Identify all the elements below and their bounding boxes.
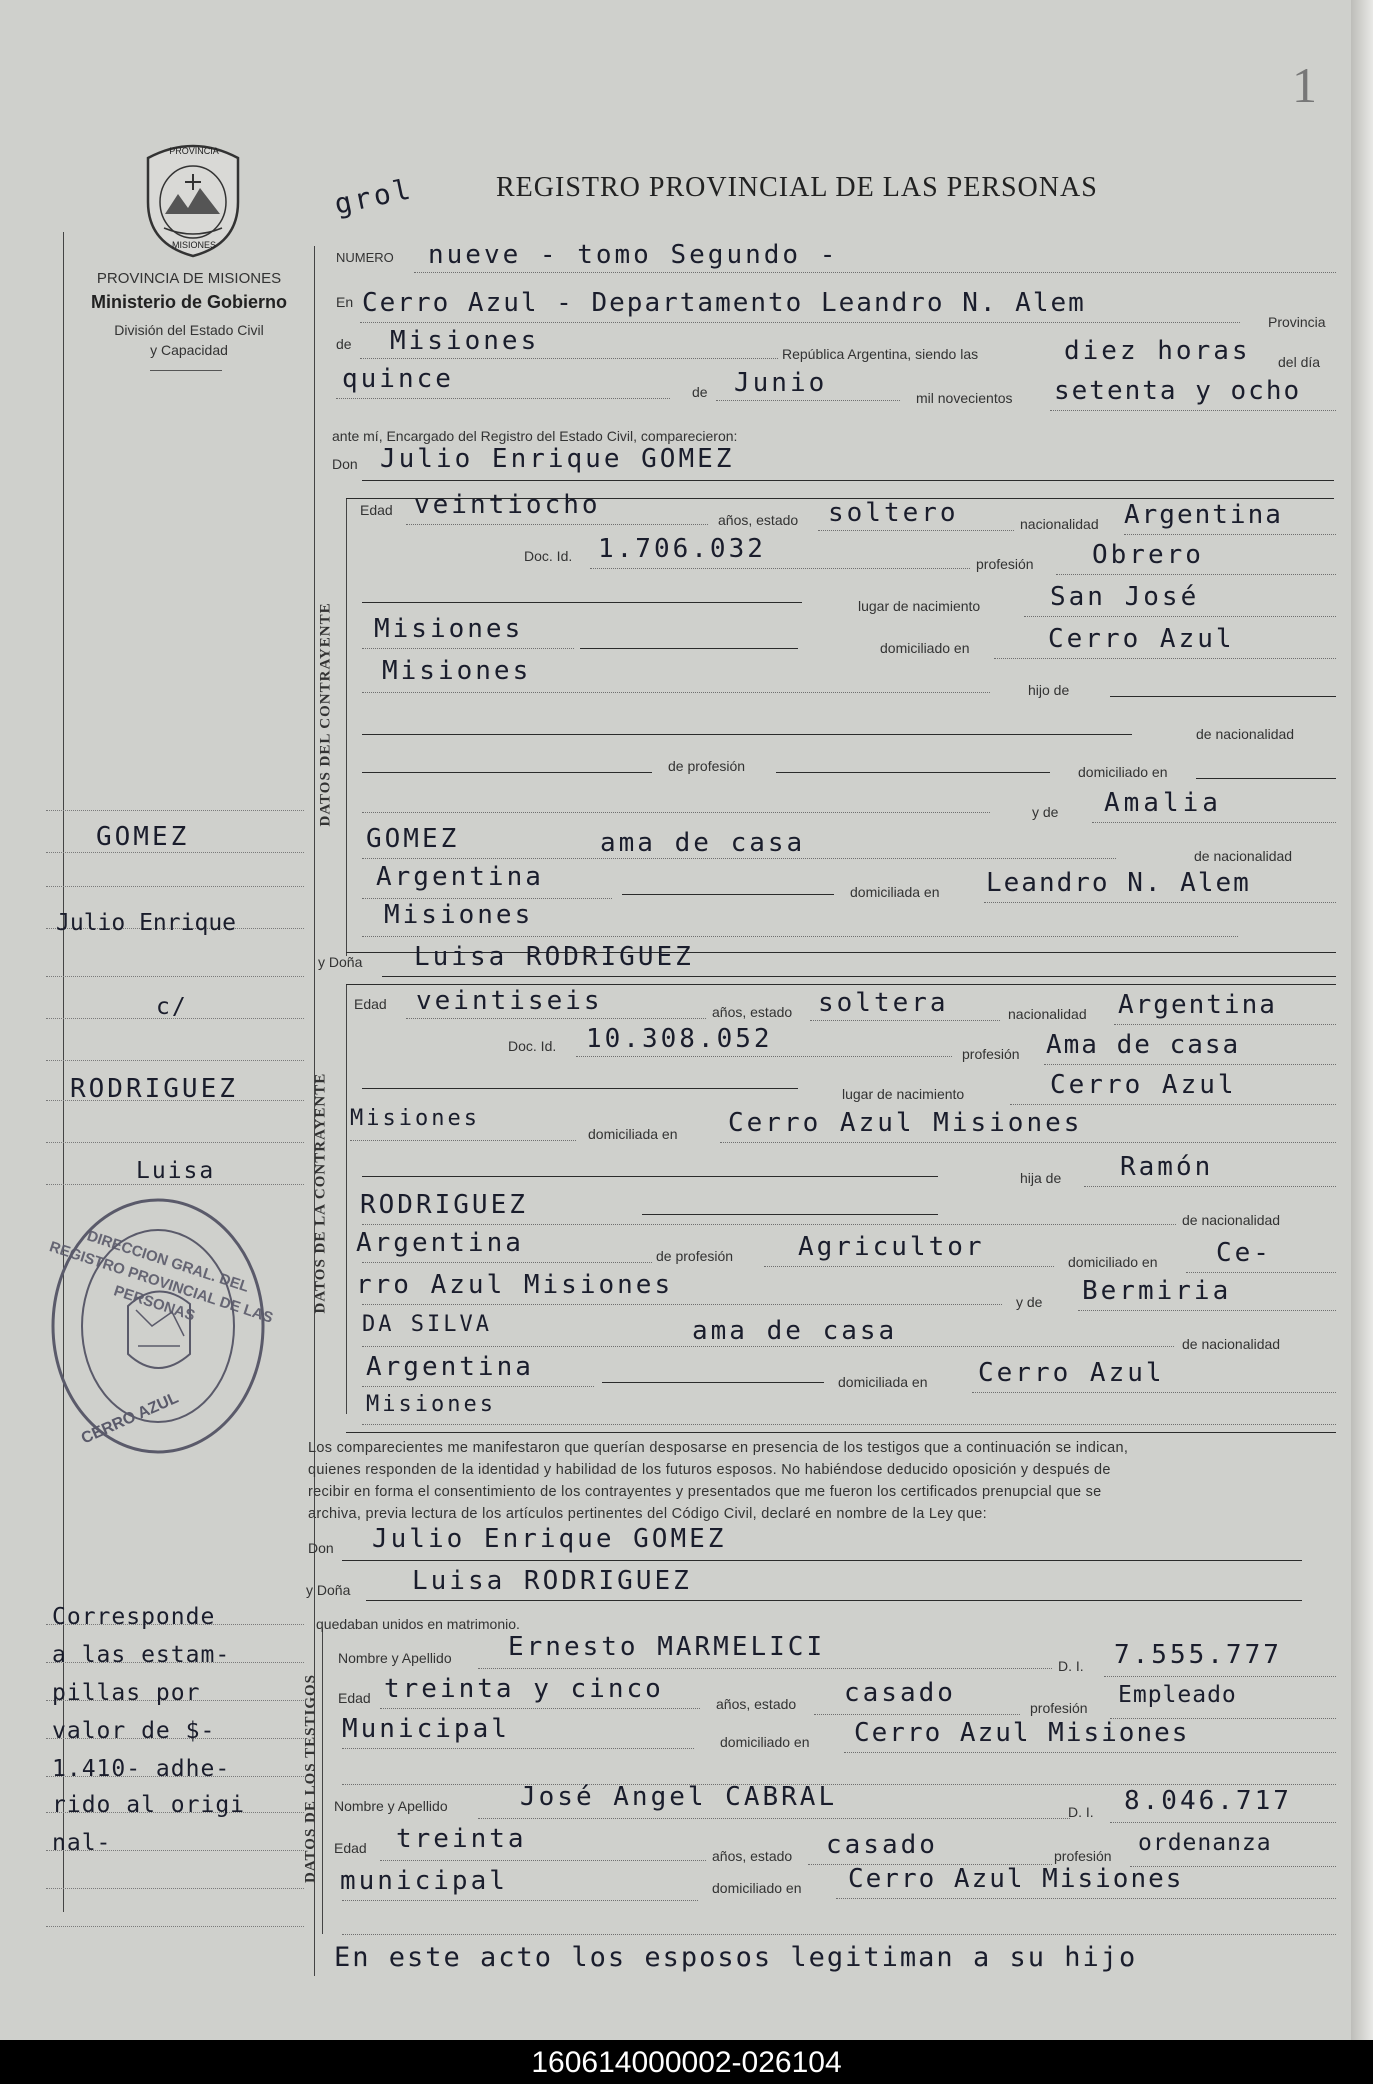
margin-rule: [46, 1060, 304, 1061]
en-label: En: [336, 294, 354, 310]
margin-rule: [46, 1926, 304, 1927]
bride-mother-line: [1078, 1310, 1336, 1311]
w1-estado: casado: [844, 1678, 956, 1708]
groom-lugar2-line: [362, 648, 574, 649]
margin-note-line-6: rido al origi: [52, 1792, 246, 1818]
groom-profesion: Obrero: [1092, 540, 1204, 570]
bride-father-nac-label: de nacionalidad: [1182, 1212, 1281, 1228]
bride-lugar: Cerro Azul: [1050, 1070, 1237, 1100]
bride-estado: soltera: [818, 988, 949, 1018]
w1-edad-label: Edad: [338, 1690, 371, 1706]
province-label: PROVINCIA DE MISIONES: [96, 270, 282, 287]
groom-block-rule: [346, 498, 347, 956]
groom-lugar-2: Misiones: [374, 614, 524, 644]
union-bride-name: Luisa RODRIGUEZ: [412, 1566, 692, 1596]
groom-mother-nac-line: [362, 898, 612, 899]
w2-domicilio: Cerro Azul Misiones: [848, 1864, 1184, 1894]
provincia-label: Provincia: [1268, 314, 1326, 330]
w1-domic-line: [844, 1752, 1336, 1753]
groom-mother-nac-rule: [622, 894, 834, 895]
bride-father-prof-line: [764, 1266, 1054, 1267]
groom-mother-surname: GOMEZ: [366, 824, 460, 854]
groom-profesion-line: [1056, 574, 1336, 575]
groom-nac-label: nacionalidad: [1020, 516, 1099, 532]
w1-domic-label: domiciliado en: [720, 1734, 810, 1750]
groom-father-line: [1110, 696, 1336, 697]
groom-mother-line: [1092, 822, 1336, 823]
bride-block-top: [346, 984, 1336, 985]
numero-label: NUMERO: [336, 250, 394, 265]
groom-domic2-line: [362, 692, 990, 693]
witnesses-side-label: DATOS DE LOS TESTIGOS: [302, 1674, 319, 1883]
groom-lugar-label: lugar de nacimiento: [858, 598, 981, 614]
ante-mi-text: ante mí, Encargado del Registro del Estado Civil, comparecieron:: [332, 428, 738, 444]
bride-father-line: [1084, 1186, 1336, 1187]
seal-top-text: PROVINCIA: [169, 146, 219, 156]
w1-nombre-label: Nombre y Apellido: [338, 1650, 452, 1666]
margin-note-line-3: pillas por: [52, 1680, 201, 1706]
don-label: Don: [332, 456, 358, 472]
provincia-value: Misiones: [390, 326, 540, 356]
w1-name: Ernesto MARMELICI: [508, 1632, 826, 1662]
republica-label: República Argentina, siendo las: [782, 346, 979, 362]
bride-mother-surname: DA SILVA: [362, 1312, 492, 1337]
w1-estado-line: [814, 1714, 1020, 1715]
margin-con: c/: [156, 994, 188, 1020]
union-groom-name: Julio Enrique GOMEZ: [372, 1524, 727, 1554]
statement-line-3: recibir en forma el consentimiento de los contrayentes y presentados que me fueron los certificados prenupcial que se: [308, 1484, 1102, 1500]
bride-profesion: Ama de casa: [1046, 1030, 1241, 1060]
bride-father-domic2-line: [362, 1304, 1002, 1305]
anio-line: [1050, 410, 1336, 411]
w1-estado-label: años, estado: [716, 1696, 797, 1712]
groom-domicilio-2: Misiones: [382, 656, 532, 686]
seal-bottom-text: MISIONES: [171, 240, 216, 250]
bride-mother-name-line: [362, 1346, 1174, 1347]
groom-mother-nationality: Argentina: [376, 862, 544, 892]
w2-name: José Angel CABRAL: [520, 1782, 838, 1812]
bride-edad: veintiseis: [416, 986, 603, 1016]
w2-profesion: ordenanza: [1138, 1830, 1272, 1856]
w1-domicilio: Cerro Azul Misiones: [854, 1718, 1190, 1748]
bride-mother-profession: ama de casa: [692, 1316, 898, 1346]
bride-domic2-line: [362, 1176, 938, 1177]
groom-mother-domic2-line: [362, 936, 1238, 937]
statement-line-1: Los comparecientes me manifestaron que querían desposarse en presencia de los testigos que a continuación se indican,: [308, 1440, 1129, 1456]
numero-line: [414, 272, 1336, 273]
w1-profesion: Empleado: [1118, 1682, 1237, 1708]
bride-father-surname-line: [362, 1224, 1176, 1225]
corner-note: grol: [331, 172, 417, 221]
w2-name-line: [478, 1818, 1070, 1819]
bride-lugar-2: Misiones: [350, 1106, 480, 1131]
bride-y-de-label: y de: [1016, 1294, 1043, 1310]
groom-estado-line: [818, 530, 1014, 531]
closing-note: En este acto los esposos legitiman a su hijo: [334, 1942, 1138, 1973]
w1-edad: treinta y cinco: [384, 1674, 664, 1704]
dia-line: [336, 398, 670, 399]
margin-rule: [46, 1142, 304, 1143]
bride-blank-line: [362, 1088, 798, 1089]
bride-father-domic-label: domiciliado en: [1068, 1254, 1158, 1270]
w2-estado: casado: [826, 1830, 938, 1860]
en-line: [360, 322, 1240, 323]
margin-first-names-2: Luisa: [136, 1158, 216, 1184]
groom-estado-label: años, estado: [718, 512, 799, 528]
bride-hija-label: hija de: [1020, 1170, 1062, 1186]
groom-father-nac-line: [362, 772, 652, 773]
margin-note-line-1: Corresponde: [52, 1604, 216, 1630]
bride-doc-label: Doc. Id.: [508, 1038, 557, 1054]
bride-mother-domicile-2: Misiones: [366, 1392, 496, 1417]
groom-lugar2-rule: [580, 648, 798, 649]
bride-doc: 10.308.052: [586, 1024, 773, 1054]
groom-father-line-2: [362, 734, 1132, 735]
barcode-text: 160614000002-026104: [531, 2046, 842, 2079]
w2-blank-line: [342, 1934, 1336, 1935]
bride-father: Ramón: [1120, 1152, 1214, 1182]
w2-edad: treinta: [396, 1824, 527, 1854]
groom-edad-label: Edad: [360, 502, 393, 518]
w2-di-label: D. I.: [1068, 1804, 1094, 1820]
bride-mother-nac-label: de nacionalidad: [1182, 1336, 1281, 1352]
groom-father-prof-label: de profesión: [668, 758, 746, 774]
bride-father-nationality: Argentina: [356, 1228, 524, 1258]
groom-doc: 1.706.032: [598, 534, 766, 564]
bride-lugar-label: lugar de nacimiento: [842, 1086, 965, 1102]
groom-mother-nac-label: de nacionalidad: [1194, 848, 1293, 864]
bride-father-domic-line: [1186, 1272, 1336, 1273]
groom-side-label: DATOS DEL CONTRAYENTE: [317, 602, 334, 827]
bride-domiciliada-label: domiciliada en: [838, 1374, 928, 1390]
groom-nacionalidad: Argentina: [1124, 500, 1283, 530]
groom-blank-line: [362, 602, 802, 603]
dona-label: y Doña: [318, 954, 363, 970]
groom-name-line: [362, 480, 1334, 481]
w2-di-line: [1110, 1822, 1336, 1823]
bride-nac-line: [1114, 1024, 1336, 1025]
union-text: quedaban unidos en matrimonio.: [316, 1616, 520, 1632]
bride-father-profession: Agricultor: [798, 1232, 985, 1262]
groom-domic-line: [994, 658, 1336, 659]
bride-name: Luisa RODRIGUEZ: [414, 942, 694, 972]
stamp-city: CERRO AZUL: [78, 1389, 182, 1448]
bride-mother-domic2-line: [362, 1424, 1336, 1425]
w1-blank-line: [342, 1784, 1336, 1785]
groom-mother-profession: ama de casa: [600, 828, 806, 858]
groom-lugar: San José: [1050, 582, 1200, 612]
w2-estado-label: años, estado: [712, 1848, 793, 1864]
groom-father-domic-label: domiciliado en: [1078, 764, 1168, 780]
de-label: de: [336, 336, 352, 352]
w2-prof2-line: [342, 1900, 698, 1901]
groom-father-prof-line: [776, 772, 1050, 773]
bride-father-domicile-a: Ce-: [1216, 1238, 1272, 1268]
margin-note-line-5: 1.410- adhe-: [52, 1756, 231, 1782]
dia-value: quince: [342, 364, 454, 394]
groom-estado: soltero: [828, 498, 959, 528]
del-dia-label: del día: [1278, 354, 1321, 370]
document-title: REGISTRO PROVINCIAL DE LAS PERSONAS: [496, 172, 1098, 203]
groom-mother: Amalia: [1104, 788, 1222, 818]
w2-profesion-label: profesión: [1054, 1848, 1112, 1864]
mes-value: Junio: [734, 368, 828, 398]
bride-doc-line: [576, 1056, 952, 1057]
bride-father-prof-label: de profesión: [656, 1248, 734, 1264]
margin-note-line-7: nal-: [52, 1830, 112, 1856]
w1-di-label: D. I.: [1058, 1658, 1084, 1674]
w2-domic-label: domiciliado en: [712, 1880, 802, 1896]
margin-rule: [46, 810, 304, 811]
bride-mother: Bermiria: [1082, 1276, 1232, 1306]
anio-value: setenta y ocho: [1054, 376, 1302, 406]
bride-estado-label: años, estado: [712, 1004, 793, 1020]
groom-name: Julio Enrique GOMEZ: [380, 444, 735, 474]
groom-edad: veintiocho: [414, 490, 601, 520]
groom-mother-domicile-2: Misiones: [384, 900, 534, 930]
statement-line-2: quienes responden de la identidad y habilidad de los futuros esposos. No habiéndose deducido oposición y después de: [308, 1462, 1111, 1478]
margin-rule: [46, 976, 304, 977]
bride-edad-line: [406, 1018, 706, 1019]
groom-mother-lead-line: [362, 812, 990, 813]
union-groom-line: [342, 1560, 1302, 1561]
mes-line: [716, 400, 900, 401]
w2-nombre-label: Nombre y Apellido: [334, 1798, 448, 1814]
w2-profesion-2: municipal: [340, 1866, 508, 1896]
locality-value: Cerro Azul - Departamento Leandro N. Alem: [362, 288, 1086, 318]
bride-domic-line: [720, 1142, 1336, 1143]
groom-lugar-line: [1024, 616, 1336, 617]
bride-block-bottom: [346, 1432, 1336, 1433]
union-don-label: Don: [308, 1540, 334, 1556]
groom-doc-line: [590, 568, 970, 569]
margin-note-line-4: valor de $-: [52, 1718, 216, 1744]
stamp-text: DIRECCION GRAL. DEL REGISTRO PROVINCIAL DE LAS PERSONAS: [47, 1227, 276, 1327]
margin-first-names: Julio Enrique: [56, 910, 237, 936]
bride-mother-nac-rule: [602, 1382, 824, 1383]
w1-di-line: [1104, 1676, 1336, 1677]
margin-note-line-2: a las estam-: [52, 1642, 231, 1668]
division-label: División del Estado Civil: [114, 322, 264, 338]
bride-lugar-line: [1010, 1104, 1336, 1105]
groom-domiciliada-label: domiciliada en: [850, 884, 940, 900]
groom-edad-line: [406, 524, 708, 525]
header-underline: [150, 370, 222, 371]
bride-block-rule: [346, 984, 347, 1414]
w2-edad-label: Edad: [334, 1840, 367, 1856]
w1-profesion-2: Municipal: [342, 1714, 510, 1744]
groom-domicilio: Cerro Azul: [1048, 624, 1235, 654]
groom-nac-line: [1124, 534, 1336, 535]
statement-line-4: archiva, previa lectura de los artículos pertinentes del Código Civil, declaré en nombre de la Ley que:: [308, 1506, 987, 1522]
union-bride-line: [366, 1600, 1302, 1601]
groom-profesion-label: profesión: [976, 556, 1034, 572]
numero-value: nueve - tomo Segundo -: [428, 240, 839, 270]
division-label-2: y Capacidad: [150, 342, 228, 358]
barcode-footer: [0, 2040, 1373, 2084]
margin-rule: [46, 852, 304, 853]
mes-de-label: de: [692, 384, 708, 400]
bride-father-surname-rule: [642, 1214, 938, 1215]
bride-lugar2-line: [350, 1140, 576, 1141]
bride-profesion-line: [1044, 1064, 1336, 1065]
margin-surname: GOMEZ: [96, 822, 190, 852]
bride-father-nac-line: [362, 1262, 652, 1263]
w1-name-line: [478, 1668, 1052, 1669]
groom-doc-label: Doc. Id.: [524, 548, 573, 564]
hora-value: diez horas: [1064, 336, 1251, 366]
bride-side-label: DATOS DE LA CONTRAYENTE: [312, 1072, 329, 1314]
bride-mother-domic-line: [972, 1392, 1336, 1393]
w2-di: 8.046.717: [1124, 1786, 1292, 1816]
margin-rule: [46, 1888, 304, 1889]
ministry-label: Ministerio de Gobierno: [90, 292, 287, 312]
margin-rule: [46, 886, 304, 887]
bride-profesion-label: profesión: [962, 1046, 1020, 1062]
bride-mother-nationality: Argentina: [366, 1352, 534, 1382]
bride-father-domicile-b: rro Azul Misiones: [356, 1270, 674, 1300]
w1-di: 7.555.777: [1114, 1640, 1282, 1670]
bride-nac-label: nacionalidad: [1008, 1006, 1087, 1022]
margin-surname-2: RODRIGUEZ: [70, 1074, 238, 1104]
bride-mother-domicile: Cerro Azul: [978, 1358, 1165, 1388]
w1-edad-line: [380, 1708, 700, 1709]
w2-domic-line: [836, 1898, 1336, 1899]
bride-estado-line: [810, 1020, 1000, 1021]
w1-profesion-label: profesión: [1030, 1700, 1088, 1716]
witness-block-rule: [322, 1628, 323, 1934]
groom-mother-domicile: Leandro N. Alem: [986, 868, 1251, 898]
bride-domicilio: Cerro Azul Misiones: [728, 1108, 1083, 1138]
bride-domic-label: domiciliada en: [588, 1126, 678, 1142]
groom-y-de-label: y de: [1032, 804, 1059, 820]
bride-edad-label: Edad: [354, 996, 387, 1012]
bride-mother-nac-line: [362, 1386, 594, 1387]
groom-father-nac-label: de nacionalidad: [1196, 726, 1295, 742]
bride-father-surname: RODRIGUEZ: [360, 1190, 528, 1220]
provincia-line: [360, 358, 778, 359]
groom-mother-domic-line: [984, 902, 1336, 903]
groom-hijo-label: hijo de: [1028, 682, 1070, 698]
page-edge: [1351, 0, 1373, 2040]
groom-mother-name-line: [362, 858, 1116, 859]
mil-label: mil novecientos: [916, 390, 1013, 406]
groom-father-domic-line: [1196, 778, 1336, 779]
page-number: 1: [1292, 57, 1317, 113]
bride-name-line: [382, 976, 1336, 977]
union-dona-label: y Doña: [306, 1582, 351, 1598]
bride-nacionalidad: Argentina: [1118, 990, 1277, 1020]
w1-prof2-line: [342, 1748, 694, 1749]
margin-rule: [46, 1184, 304, 1185]
w2-edad-line: [380, 1860, 706, 1861]
groom-domic-label: domiciliado en: [880, 640, 970, 656]
